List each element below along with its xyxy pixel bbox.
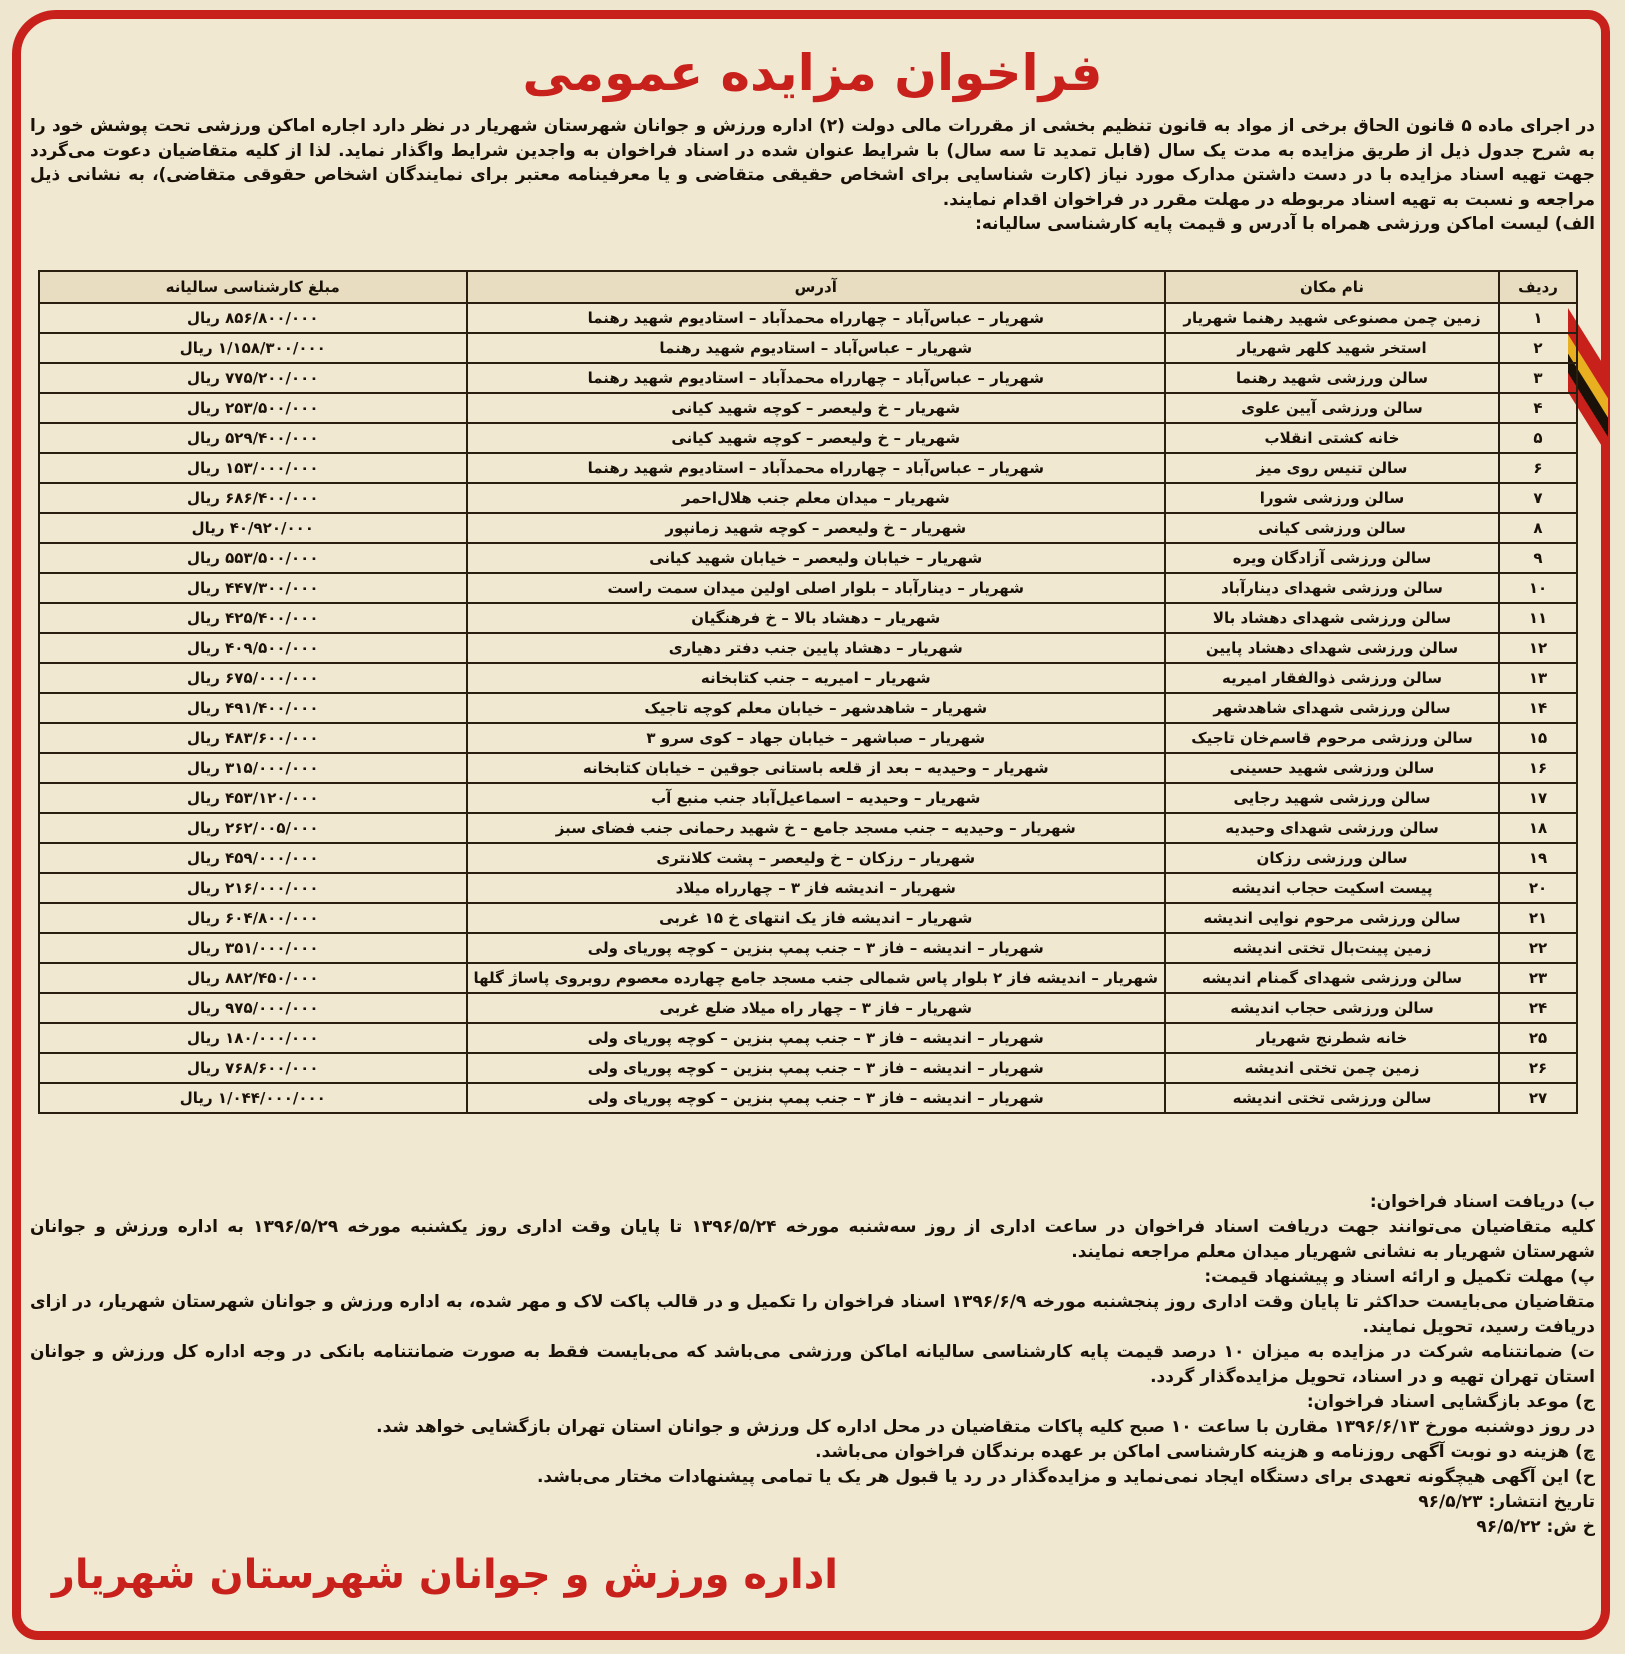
place-name-cell: سالن ورزشی مرحوم قاسم‌خان تاجیک xyxy=(1165,723,1499,753)
section-b-heading: ب) دریافت اسناد فراخوان: xyxy=(1369,1192,1595,1212)
price-cell: ۲۵۳/۵۰۰/۰۰۰ ریال xyxy=(39,393,467,423)
row-number-cell: ۵ xyxy=(1499,423,1577,453)
place-name-cell: سالن ورزشی شورا xyxy=(1165,483,1499,513)
place-name-cell: سالن ورزشی کیانی xyxy=(1165,513,1499,543)
price-cell: ۴۹۱/۴۰۰/۰۰۰ ریال xyxy=(39,693,467,723)
address-cell: شهریار – عباس‌آباد – چهارراه محمدآباد – استادیوم شهید رهنما xyxy=(467,303,1165,333)
list-heading: الف) لیست اماکن ورزشی همراه با آدرس و قیمت پایه کارشناسی سالیانه: xyxy=(975,214,1595,234)
price-cell: ۴۵۳/۱۲۰/۰۰۰ ریال xyxy=(39,783,467,813)
row-number-cell: ۲۶ xyxy=(1499,1053,1577,1083)
table-row xyxy=(39,633,1577,663)
address-cell: شهریار – صباشهر – خیابان جهاد – کوی سرو ۳ xyxy=(467,723,1165,753)
address-cell: شهریار – اندیشه – فاز ۳ – جنب پمپ بنزین – کوچه پوریای ولی xyxy=(467,1023,1165,1053)
row-number-cell: ۲۵ xyxy=(1499,1023,1577,1053)
table-row xyxy=(39,1083,1577,1113)
price-cell: ۸۵۶/۸۰۰/۰۰۰ ریال xyxy=(39,303,467,333)
place-name-cell: سالن ورزشی شهید رجایی xyxy=(1165,783,1499,813)
table-row xyxy=(39,393,1577,423)
place-name-cell: زمین پینت‌بال تختی اندیشه xyxy=(1165,933,1499,963)
place-name-cell: سالن ورزشی مرحوم نوایی اندیشه xyxy=(1165,903,1499,933)
section-ch-body: چ) هزینه دو نوبت آگهی روزنامه و هزینه کارشناسی اماکن بر عهده برندگان فراخوان می‌باشد. xyxy=(815,1442,1595,1462)
address-cell: شهریار – فاز ۳ – چهار راه میلاد ضلع غربی xyxy=(467,993,1165,1023)
table-row xyxy=(39,993,1577,1023)
price-cell: ۶۸۶/۴۰۰/۰۰۰ ریال xyxy=(39,483,467,513)
table-row xyxy=(39,1023,1577,1053)
place-name-cell: سالن ورزشی شهدای دهشاد بالا xyxy=(1165,603,1499,633)
price-cell: ۴۲۵/۴۰۰/۰۰۰ ریال xyxy=(39,603,467,633)
row-number-cell: ۲۷ xyxy=(1499,1083,1577,1113)
table-row xyxy=(39,573,1577,603)
price-cell: ۴۴۷/۳۰۰/۰۰۰ ریال xyxy=(39,573,467,603)
row-number-cell: ۱۱ xyxy=(1499,603,1577,633)
row-number-cell: ۸ xyxy=(1499,513,1577,543)
place-name-cell: زمین چمن مصنوعی شهید رهنما شهریار xyxy=(1165,303,1499,333)
address-cell: شهریار – وحیدیه – جنب مسجد جامع – خ شهید رحمانی جنب فضای سبز xyxy=(467,813,1165,843)
reference-number: خ ش: ۹۶/۵/۲۲ xyxy=(1476,1517,1595,1537)
place-name-cell: سالن ورزشی شهدای دینارآباد xyxy=(1165,573,1499,603)
table-body xyxy=(39,303,1577,1113)
header-row-number: ردیف xyxy=(1499,271,1577,303)
place-name-cell: سالن ورزشی رزکان xyxy=(1165,843,1499,873)
place-name-cell: سالن ورزشی تختی اندیشه xyxy=(1165,1083,1499,1113)
address-cell: شهریار – امیریه – جنب کتابخانه xyxy=(467,663,1165,693)
venues-table xyxy=(38,270,1578,1114)
row-number-cell: ۱۴ xyxy=(1499,693,1577,723)
publish-date: تاریخ انتشار: ۹۶/۵/۲۳ xyxy=(1418,1492,1595,1512)
table-row xyxy=(39,603,1577,633)
place-name-cell: سالن ورزشی شهدای وحیدیه xyxy=(1165,813,1499,843)
place-name-cell: سالن ورزشی شهید حسینی xyxy=(1165,753,1499,783)
address-cell: شهریار – عباس‌آباد – استادیوم شهید رهنما xyxy=(467,333,1165,363)
price-cell: ۴۸۳/۶۰۰/۰۰۰ ریال xyxy=(39,723,467,753)
price-cell: ۱/۱۵۸/۳۰۰/۰۰۰ ریال xyxy=(39,333,467,363)
row-number-cell: ۲۰ xyxy=(1499,873,1577,903)
place-name-cell: استخر شهید کلهر شهریار xyxy=(1165,333,1499,363)
place-name-cell: سالن ورزشی آزادگان ویره xyxy=(1165,543,1499,573)
address-cell: شهریار – رزکان – خ ولیعصر – پشت کلانتری xyxy=(467,843,1165,873)
section-p-heading: پ) مهلت تکمیل و ارائه اسناد و پیشنهاد قیمت: xyxy=(1204,1267,1595,1287)
header-address: آدرس xyxy=(467,271,1165,303)
table-row xyxy=(39,453,1577,483)
table-header-row xyxy=(39,271,1577,303)
row-number-cell: ۱۸ xyxy=(1499,813,1577,843)
table-row xyxy=(39,963,1577,993)
table-row xyxy=(39,303,1577,333)
row-number-cell: ۹ xyxy=(1499,543,1577,573)
address-cell: شهریار – اندیشه – فاز ۳ – جنب پمپ بنزین – کوچه پوریای ولی xyxy=(467,1053,1165,1083)
place-name-cell: سالن ورزشی ذوالفقار امیریه xyxy=(1165,663,1499,693)
row-number-cell: ۱۵ xyxy=(1499,723,1577,753)
table-row xyxy=(39,423,1577,453)
place-name-cell: سالن ورزشی آیین علوی xyxy=(1165,393,1499,423)
address-cell: شهریار – خ ولیعصر – کوچه شهید زمانپور xyxy=(467,513,1165,543)
table-row xyxy=(39,933,1577,963)
address-cell: شهریار – دهشاد بالا – خ فرهنگیان xyxy=(467,603,1165,633)
row-number-cell: ۲۱ xyxy=(1499,903,1577,933)
table-row xyxy=(39,813,1577,843)
address-cell: شهریار – خ ولیعصر – کوچه شهید کیانی xyxy=(467,393,1165,423)
address-cell: شهریار – اندیشه فاز یک انتهای خ ۱۵ غربی xyxy=(467,903,1165,933)
price-cell: ۸۸۲/۴۵۰/۰۰۰ ریال xyxy=(39,963,467,993)
price-cell: ۱/۰۴۴/۰۰۰/۰۰۰ ریال xyxy=(39,1083,467,1113)
place-name-cell: پیست اسکیت حجاب اندیشه xyxy=(1165,873,1499,903)
price-cell: ۲۱۶/۰۰۰/۰۰۰ ریال xyxy=(39,873,467,903)
row-number-cell: ۲۴ xyxy=(1499,993,1577,1023)
row-number-cell: ۱۰ xyxy=(1499,573,1577,603)
section-b-body: کلیه متقاضیان می‌توانند جهت دریافت اسناد فراخوان در ساعت اداری از روز سه‌شنبه مورخه ۱۳۹۶/۵/۲۴ تا پایان وقت اداری روز یکشنبه مورخه ۱۳۹۶/۵/۲۹ به اداره ورزش و جوانان شهرستان شهریار به نشانی شهریار میدان معلم مراجعه نمایند. xyxy=(30,1217,1596,1262)
table-row xyxy=(39,753,1577,783)
address-cell: شهریار – دینارآباد – بلوار اصلی اولین میدان سمت راست xyxy=(467,573,1165,603)
place-name-cell: سالن ورزشی حجاب اندیشه xyxy=(1165,993,1499,1023)
address-cell: شهریار – خیابان ولیعصر – خیابان شهید کیانی xyxy=(467,543,1165,573)
table-row xyxy=(39,723,1577,753)
table-row xyxy=(39,663,1577,693)
table-row xyxy=(39,873,1577,903)
price-cell: ۷۶۸/۶۰۰/۰۰۰ ریال xyxy=(39,1053,467,1083)
price-cell: ۹۷۵/۰۰۰/۰۰۰ ریال xyxy=(39,993,467,1023)
row-number-cell: ۲۲ xyxy=(1499,933,1577,963)
row-number-cell: ۶ xyxy=(1499,453,1577,483)
row-number-cell: ۱ xyxy=(1499,303,1577,333)
price-cell: ۵۵۳/۵۰۰/۰۰۰ ریال xyxy=(39,543,467,573)
section-j-heading: ج) موعد بازگشایی اسناد فراخوان: xyxy=(1306,1392,1595,1412)
intro-text xyxy=(30,114,1595,237)
table-row xyxy=(39,333,1577,363)
table-row xyxy=(39,1053,1577,1083)
place-name-cell: سالن تنیس روی میز xyxy=(1165,453,1499,483)
address-cell: شهریار – اندیشه – فاز ۳ – جنب پمپ بنزین – کوچه پوریای ولی xyxy=(467,933,1165,963)
place-name-cell: سالن ورزشی شهدای دهشاد پایین xyxy=(1165,633,1499,663)
notice-title: فراخوان مزایده عمومی xyxy=(522,44,1103,102)
row-number-cell: ۲۳ xyxy=(1499,963,1577,993)
address-cell: شهریار – وحیدیه – اسماعیل‌آباد جنب منبع آب xyxy=(467,783,1165,813)
price-cell: ۵۲۹/۴۰۰/۰۰۰ ریال xyxy=(39,423,467,453)
place-name-cell: سالن ورزشی شهدای گمنام اندیشه xyxy=(1165,963,1499,993)
header-annual-price: مبلغ کارشناسی سالیانه xyxy=(39,271,467,303)
price-cell: ۷۷۵/۲۰۰/۰۰۰ ریال xyxy=(39,363,467,393)
table-row xyxy=(39,903,1577,933)
price-cell: ۳۵۱/۰۰۰/۰۰۰ ریال xyxy=(39,933,467,963)
place-name-cell: خانه شطرنج شهریار xyxy=(1165,1023,1499,1053)
address-cell: شهریار – دهشاد پایین جنب دفتر دهیاری xyxy=(467,633,1165,663)
price-cell: ۱۵۳/۰۰۰/۰۰۰ ریال xyxy=(39,453,467,483)
address-cell: شهریار – شاهدشهر – خیابان معلم کوچه تاجیک xyxy=(467,693,1165,723)
table-row xyxy=(39,693,1577,723)
price-cell: ۲۶۲/۰۰۵/۰۰۰ ریال xyxy=(39,813,467,843)
row-number-cell: ۳ xyxy=(1499,363,1577,393)
address-cell: شهریار – عباس‌آباد – چهارراه محمدآباد – استادیوم شهید رهنما xyxy=(467,363,1165,393)
price-cell: ۳۱۵/۰۰۰/۰۰۰ ریال xyxy=(39,753,467,783)
issuer-signature: اداره ورزش و جوانان شهرستان شهریار xyxy=(51,1552,838,1598)
row-number-cell: ۴ xyxy=(1499,393,1577,423)
header-place-name: نام مکان xyxy=(1165,271,1499,303)
table-row xyxy=(39,483,1577,513)
address-cell: شهریار – اندیشه فاز ۳ – چهارراه میلاد xyxy=(467,873,1165,903)
address-cell: شهریار – وحیدیه – بعد از قلعه باستانی جوقین – خیابان کتابخانه xyxy=(467,753,1165,783)
row-number-cell: ۱۷ xyxy=(1499,783,1577,813)
table-row xyxy=(39,363,1577,393)
price-cell: ۶۷۵/۰۰۰/۰۰۰ ریال xyxy=(39,663,467,693)
section-t-body: ت) ضمانتنامه شرکت در مزایده به میزان ۱۰ درصد قیمت پایه کارشناسی سالیانه اماکن ورزشی می‌باشد که می‌بایست فقط به صورت ضمانتنامه بانکی در وجه اداره کل ورزش و جوانان استان تهران تهیه و در اسناد، تحویل مزایده‌گذار گردد. xyxy=(30,1342,1595,1387)
price-cell: ۴۰۹/۵۰۰/۰۰۰ ریال xyxy=(39,633,467,663)
conditions-text xyxy=(30,1190,1595,1540)
row-number-cell: ۱۶ xyxy=(1499,753,1577,783)
section-p-body: متقاضیان می‌بایست حداکثر تا پایان وقت اداری روز پنجشنبه مورخه ۱۳۹۶/۶/۹ اسناد فراخوان را تکمیل و در قالب پاکت لاک و مهر شده، به اداره ورزش و جوانان شهرستان شهریار، در ازای دریافت رسید، تحویل نمایند. xyxy=(30,1292,1596,1337)
intro-paragraph: در اجرای ماده ۵ قانون الحاق برخی از مواد به قانون تنظیم بخشی از مقررات مالی دولت (۲) اداره ورزش و جوانان شهرستان شهریار در نظر دارد اجاره اماکن ورزشی تحت پوشش خود را به شرح جدول ذیل از طریق مزایده به مدت یک سال (قابل تمدید تا سه سال) با شرایط عنوان شده در اسناد فراخوان به واجدین شرایط واگذار نماید. لذا از کلیه متقاضیان دعوت می‌گردد جهت تهیه اسناد مزایده با در دست داشتن مدارک مورد نیاز (کارت شناسایی برای اشخاص حقیقی متقاضی و یا معرفینامه معتبر برای نمایندگان اشخاص حقوقی متقاضی)، به نشانی ذیل مراجعه و نسبت به تهیه اسناد مربوطه در مهلت مقرر در فراخوان اقدام نمایند. xyxy=(30,116,1595,210)
price-cell: ۶۰۴/۸۰۰/۰۰۰ ریال xyxy=(39,903,467,933)
place-name-cell: سالن ورزشی شهدای شاهدشهر xyxy=(1165,693,1499,723)
table-row xyxy=(39,783,1577,813)
price-cell: ۴۵۹/۰۰۰/۰۰۰ ریال xyxy=(39,843,467,873)
row-number-cell: ۱۹ xyxy=(1499,843,1577,873)
address-cell: شهریار – اندیشه فاز ۲ بلوار پاس شمالی جنب مسجد جامع چهارده معصوم روبروی پاساژ گلها xyxy=(467,963,1165,993)
address-cell: شهریار – میدان معلم جنب هلال‌احمر xyxy=(467,483,1165,513)
table-row xyxy=(39,843,1577,873)
section-j-body: در روز دوشنبه مورخ ۱۳۹۶/۶/۱۳ مقارن با ساعت ۱۰ صبح کلیه پاکات متقاضیان در محل اداره کل ورزش و جوانان استان تهران بازگشایی خواهد شد. xyxy=(376,1417,1595,1437)
address-cell: شهریار – خ ولیعصر – کوچه شهید کیانی xyxy=(467,423,1165,453)
section-h-body: ح) این آگهی هیچگونه تعهدی برای دستگاه ایجاد نمی‌نماید و مزایده‌گذار در رد یا قبول هر یک یا تمامی پیشنهادات مختار می‌باشد. xyxy=(536,1467,1595,1487)
address-cell: شهریار – عباس‌آباد – چهارراه محمدآباد – استادیوم شهید رهنما xyxy=(467,453,1165,483)
price-cell: ۴۰/۹۲۰/۰۰۰ ریال xyxy=(39,513,467,543)
row-number-cell: ۲ xyxy=(1499,333,1577,363)
row-number-cell: ۷ xyxy=(1499,483,1577,513)
table-row xyxy=(39,513,1577,543)
place-name-cell: زمین چمن تختی اندیشه xyxy=(1165,1053,1499,1083)
place-name-cell: سالن ورزشی شهید رهنما xyxy=(1165,363,1499,393)
row-number-cell: ۱۳ xyxy=(1499,663,1577,693)
row-number-cell: ۱۲ xyxy=(1499,633,1577,663)
price-cell: ۱۸۰/۰۰۰/۰۰۰ ریال xyxy=(39,1023,467,1053)
table-row xyxy=(39,543,1577,573)
place-name-cell: خانه کشتی انقلاب xyxy=(1165,423,1499,453)
address-cell: شهریار – اندیشه – فاز ۳ – جنب پمپ بنزین – کوچه پوریای ولی xyxy=(467,1083,1165,1113)
